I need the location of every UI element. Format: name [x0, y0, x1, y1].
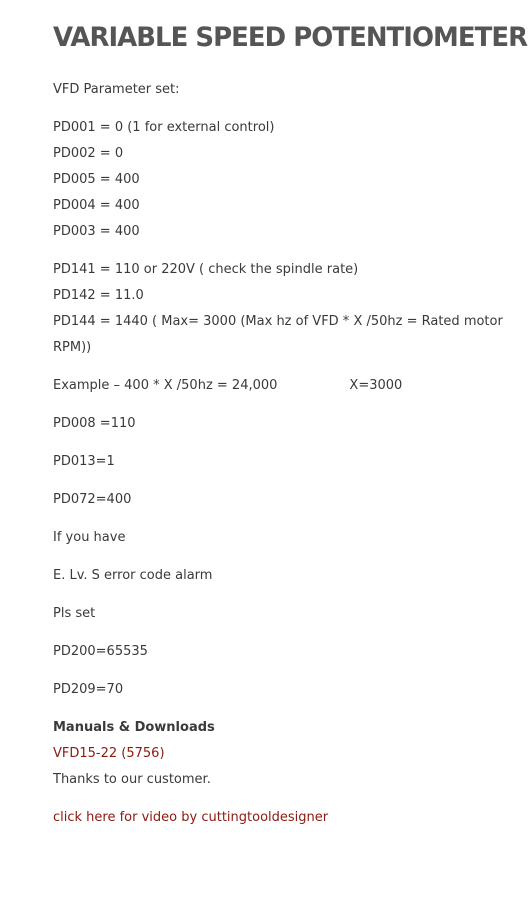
param-line: PD001 = 0 (1 for external control)	[53, 120, 275, 135]
param-line: PD003 = 400	[53, 224, 140, 239]
param-line: PD141 = 110 or 220V ( check the spindle rate)	[53, 262, 359, 277]
param-line: PD142 = 11.0	[53, 288, 144, 303]
video-line	[53, 805, 328, 831]
downloads-heading: Manuals & Downloads	[53, 720, 215, 735]
error-note-line: Pls set	[53, 606, 96, 621]
param-line: PD002 = 0	[53, 146, 124, 161]
param-line: PD008 =110	[53, 416, 136, 431]
video-link[interactable]: click here for video by cuttingtooldesigner	[53, 810, 329, 825]
param-line: PD013=1	[53, 454, 115, 469]
example-line	[53, 373, 402, 399]
param-line: PD005 = 400	[53, 172, 140, 187]
param-line: PD072=400	[53, 492, 132, 507]
thanks-text: Thanks to our customer.	[53, 772, 211, 787]
param-line: PD209=70	[53, 682, 124, 697]
download-link-vfd[interactable]: VFD15-22 (5756)	[53, 746, 165, 761]
download-line	[53, 741, 165, 767]
param-line: PD004 = 400	[53, 198, 140, 213]
param-line: PD200=65535	[53, 644, 148, 659]
param-line: PD144 = 1440 ( Max= 3000 (Max hz of VFD * X /50hz = Rated motor RPM))	[53, 314, 503, 355]
intro-text: VFD Parameter set:	[53, 82, 180, 97]
error-note-line: E. Lv. S error code alarm	[53, 568, 213, 583]
error-note-line: If you have	[53, 530, 126, 545]
example-result: X=3000	[349, 378, 403, 393]
example-formula: Example – 400 * X /50hz = 24,000	[53, 378, 278, 393]
page-title: VARIABLE SPEED POTENTIOMETER	[53, 22, 528, 53]
